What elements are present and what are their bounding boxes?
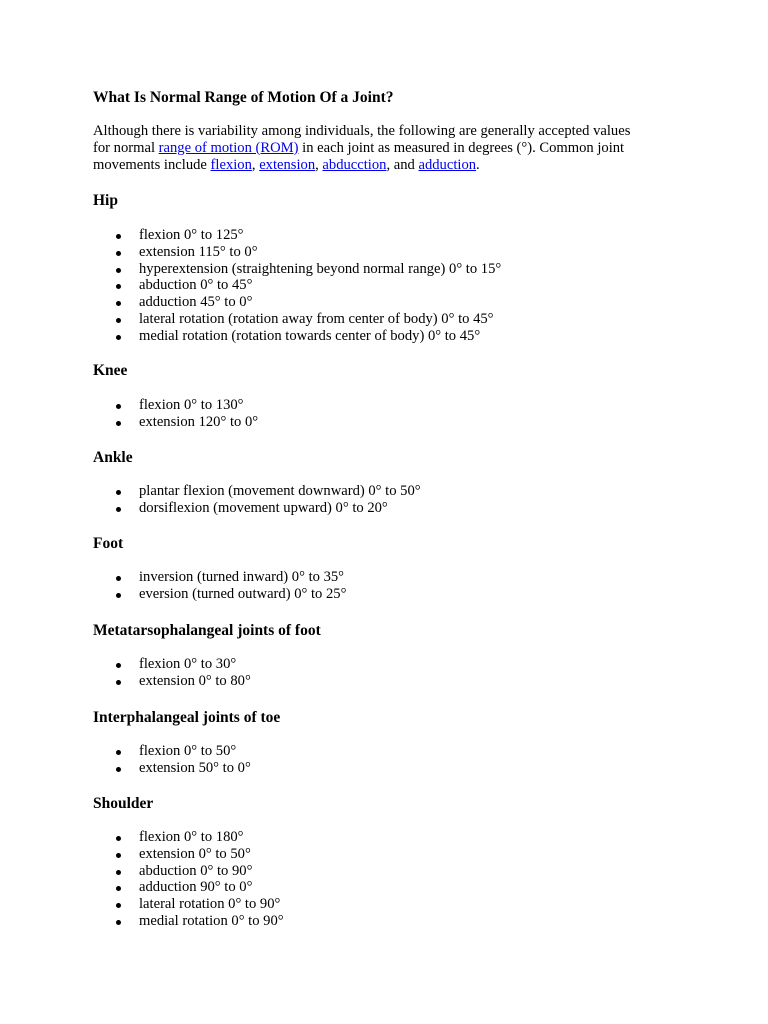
- section-heading-interphalangeal: Interphalangeal joints of toe: [93, 709, 281, 726]
- bullet-icon: [116, 920, 121, 925]
- section-heading-ankle: Ankle: [93, 449, 133, 466]
- list-item-text: plantar flexion (movement downward) 0° to 50°: [139, 483, 421, 499]
- bullet-icon: [116, 490, 121, 495]
- intro-text: in each joint as measured in degrees (°). Common joint: [298, 139, 625, 156]
- list-item-text: adduction 90° to 0°: [139, 879, 253, 896]
- bullet-icon: [116, 268, 121, 273]
- section-heading-hip: Hip: [93, 192, 118, 209]
- intro-text: , and: [386, 156, 419, 173]
- list-item-text: flexion 0° to 50°: [139, 743, 237, 759]
- list-item-text: inversion (turned inward) 0° to 35°: [139, 569, 344, 585]
- flexion-link[interactable]: flexion: [210, 156, 252, 173]
- bullet-icon: [116, 318, 121, 323]
- section-heading-knee: Knee: [93, 362, 128, 379]
- intro-line-1: Although there is variability among individuals, the following are generally accepted values: [93, 123, 631, 139]
- bullet-icon: [116, 767, 121, 772]
- bullet-icon: [116, 680, 121, 685]
- intro-text: ,: [315, 156, 323, 173]
- bullet-icon: [116, 301, 121, 306]
- bullet-icon: [116, 903, 121, 908]
- list-item-text: medial rotation (rotation towards center of body) 0° to 45°: [139, 327, 481, 344]
- list-item-text: abduction 0° to 90°: [139, 862, 253, 879]
- list-item-text: adduction 45° to 0°: [139, 294, 253, 311]
- list-item-text: extension 0° to 50°: [139, 845, 251, 862]
- list-item-text: dorsiflexion (movement upward) 0° to 20°: [139, 499, 388, 516]
- intro-text: ,: [251, 156, 260, 173]
- page-title: What Is Normal Range of Motion Of a Joint?: [93, 89, 394, 106]
- range-of-motion-link[interactable]: range of motion (ROM): [158, 139, 299, 156]
- list-item-text: extension 0° to 80°: [139, 672, 251, 689]
- bullet-icon: [116, 421, 121, 426]
- bullet-icon: [116, 251, 121, 256]
- adduction-link[interactable]: adduction: [418, 156, 477, 173]
- list-item-text: lateral rotation 0° to 90°: [139, 896, 281, 913]
- list-item-text: extension 50° to 0°: [139, 759, 251, 776]
- bullet-icon: [116, 853, 121, 858]
- list-item-text: flexion 0° to 30°: [139, 656, 237, 672]
- bullet-icon: [116, 870, 121, 875]
- bullet-icon: [116, 404, 121, 409]
- bullet-icon: [116, 284, 121, 289]
- abduction-link[interactable]: abducction: [322, 156, 387, 173]
- bullet-icon: [116, 836, 121, 841]
- bullet-icon: [116, 663, 121, 668]
- intro-text: movements include: [93, 156, 211, 173]
- intro-text: for normal: [93, 139, 159, 156]
- section-heading-foot: Foot: [93, 535, 124, 552]
- list-item-text: flexion 0° to 180°: [139, 829, 244, 845]
- list-item-text: medial rotation 0° to 90°: [139, 912, 284, 929]
- intro-line-3: [93, 157, 683, 174]
- bullet-icon: [116, 576, 121, 581]
- intro-line-2: [93, 140, 683, 157]
- bullet-icon: [116, 593, 121, 598]
- bullet-icon: [116, 507, 121, 512]
- list-item-text: extension 115° to 0°: [139, 243, 258, 260]
- list-item-text: abduction 0° to 45°: [139, 277, 253, 294]
- list-item-text: lateral rotation (rotation away from center of body) 0° to 45°: [139, 310, 494, 327]
- intro-text: .: [476, 156, 480, 173]
- list-item-text: flexion 0° to 125°: [139, 227, 244, 243]
- section-heading-shoulder: Shoulder: [93, 795, 154, 812]
- list-item-text: extension 120° to 0°: [139, 413, 259, 430]
- list-item-text: eversion (turned outward) 0° to 25°: [139, 585, 347, 602]
- section-heading-metatarsophalangeal: Metatarsophalangeal joints of foot: [93, 622, 321, 639]
- extension-link[interactable]: extension: [259, 156, 316, 173]
- bullet-icon: [116, 886, 121, 891]
- bullet-icon: [116, 234, 121, 239]
- list-item-text: flexion 0° to 130°: [139, 397, 244, 413]
- bullet-icon: [116, 335, 121, 340]
- list-item-text: hyperextension (straightening beyond normal range) 0° to 15°: [139, 260, 502, 277]
- intro-paragraph: [93, 123, 683, 173]
- bullet-icon: [116, 750, 121, 755]
